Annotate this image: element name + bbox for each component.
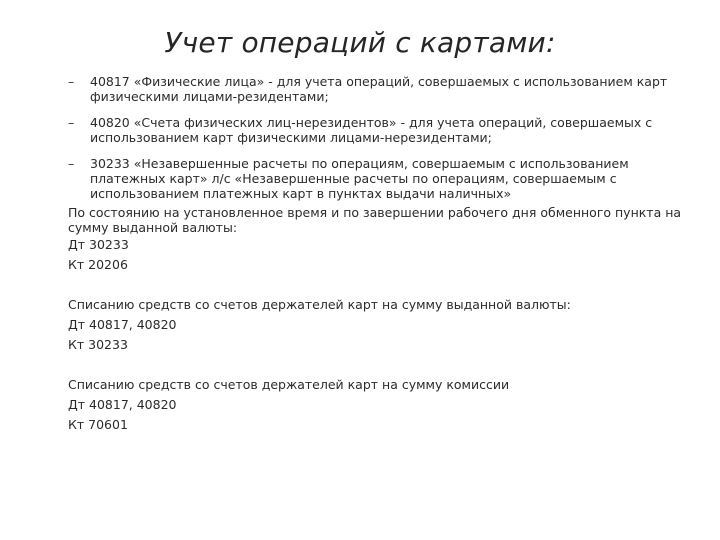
bullet-item-30233	[68, 156, 704, 201]
slide-title: Учет операций с картами:	[164, 26, 556, 59]
credit-entry: Кт 30233	[68, 337, 128, 352]
debit-entry: Дт 40817, 40820	[68, 397, 177, 412]
dash-marker: –	[68, 74, 75, 89]
bullet-line: использованием платежных карт в пунктах выдачи наличных»	[90, 186, 512, 201]
bullet-line: физическими лицами-резидентами;	[90, 89, 329, 104]
debit-entry: Дт 40817, 40820	[68, 317, 177, 332]
block-currency-writeoff	[68, 295, 704, 355]
paragraph-line: По состоянию на установленное время и по завершении рабочего дня обменного пункта на	[68, 205, 682, 220]
dash-marker: –	[68, 156, 75, 171]
bullet-line: использованием карт физическими лицами-нерезидентами;	[90, 130, 492, 145]
dash-marker: –	[68, 115, 75, 130]
bullet-line: платежных карт» л/с «Незавершенные расчеты по операциям, совершаемым с	[90, 171, 617, 186]
bullet-line: 30233 «Незавершенные расчеты по операциям, совершаемым с использованием	[90, 156, 629, 171]
paragraph-heading: Списанию средств со счетов держателей карт на сумму выданной валюты:	[68, 297, 571, 312]
block-exchange-end-of-day	[68, 205, 704, 275]
block-commission-writeoff	[68, 375, 704, 435]
debit-entry: Дт 30233	[68, 237, 129, 252]
credit-entry: Кт 20206	[68, 257, 128, 272]
bullet-line: 40817 «Физические лица» - для учета операций, совершаемых с использованием карт	[90, 74, 668, 89]
bullet-line: 40820 «Счета физических лиц-нерезидентов» - для учета операций, совершаемых с	[90, 115, 653, 130]
bullet-item-40817	[68, 74, 704, 104]
paragraph-heading: Списанию средств со счетов держателей карт на сумму комиссии	[68, 377, 510, 392]
credit-entry: Кт 70601	[68, 417, 128, 432]
bullet-item-40820	[68, 115, 704, 145]
paragraph-line: сумму выданной валюты:	[68, 220, 238, 235]
slide-content	[68, 74, 704, 435]
